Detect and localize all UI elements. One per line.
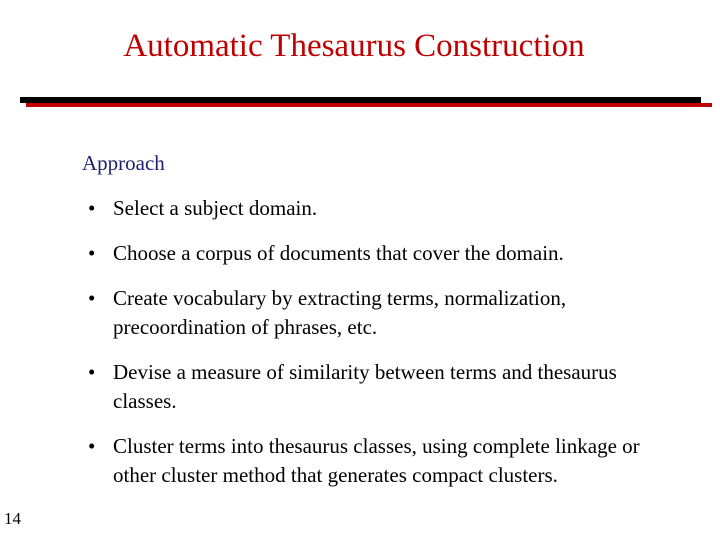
title-rule-shadow	[26, 103, 712, 107]
bullet-text: Choose a corpus of documents that cover the domain.	[113, 241, 564, 265]
bullet-item-create-vocabulary	[82, 284, 682, 342]
bullet-dot: •	[88, 286, 96, 310]
bullet-text: Devise a measure of similarity between terms and thesaurus classes.	[113, 360, 617, 413]
bullet-item-choose-corpus	[82, 239, 682, 268]
bullet-dot: •	[88, 241, 96, 265]
bullet-item-similarity-measure	[82, 358, 682, 416]
bullet-text: Cluster terms into thesaurus classes, using complete linkage or other cluster method that generates compact clusters.	[113, 434, 640, 487]
bullet-item-select-domain	[82, 194, 682, 223]
bullet-dot: •	[88, 360, 96, 384]
bullet-item-cluster-terms	[82, 432, 682, 490]
section-heading: Approach	[82, 151, 165, 175]
bullet-list	[82, 194, 682, 506]
bullet-text: Select a subject domain.	[113, 196, 318, 220]
page-number: 14	[4, 509, 21, 528]
bullet-dot: •	[88, 434, 96, 458]
bullet-dot: •	[88, 196, 96, 220]
title-rule	[20, 97, 701, 103]
bullet-text: Create vocabulary by extracting terms, normalization, precoordination of phrases, etc.	[113, 286, 567, 339]
slide-title: Automatic Thesaurus Construction	[123, 28, 585, 64]
